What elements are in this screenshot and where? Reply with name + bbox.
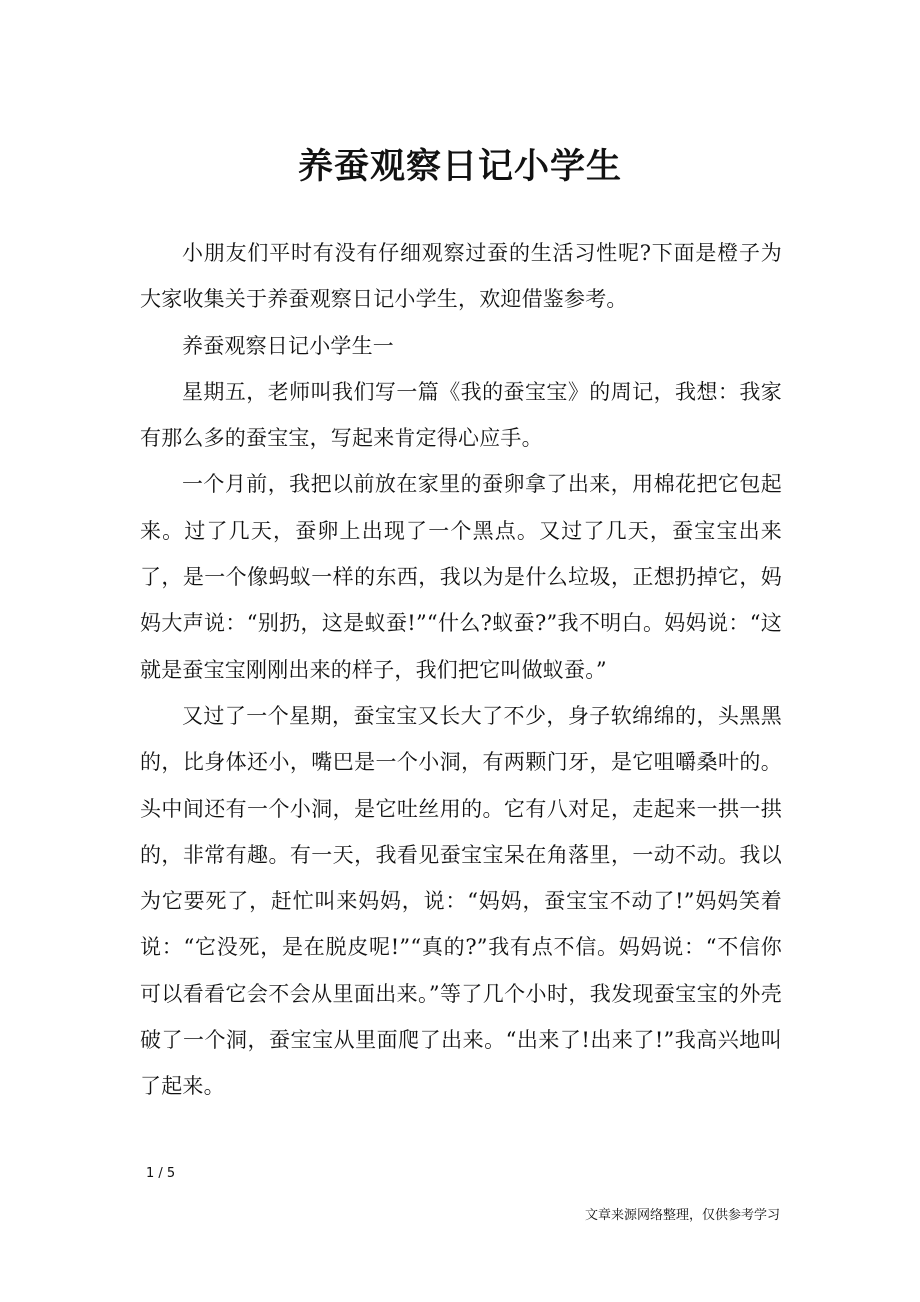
page-number: 1 / 5 (146, 1166, 176, 1181)
body-paragraph: 一个月前，我把以前放在家里的蚕卵拿了出来，用棉花把它包起来。过了几天，蚕卵上出现了一个黑点。又过了几天，蚕宝宝出来了，是一个像蚂蚁一样的东西，我以为是什么垃圾，正想扔掉它，妈妈大声说：“别扔，这是蚁蚕!”“什么?蚁蚕?”我不明白。妈妈说：“这就是蚕宝宝刚刚出来的样子，我们把它叫做蚁蚕。” (140, 472, 782, 682)
body-paragraph: 星期五，老师叫我们写一篇《我的蚕宝宝》的周记，我想：我家有那么多的蚕宝宝，写起来肯定得心应手。 (140, 379, 782, 451)
document-title: 养蚕观察日记小学生 (297, 146, 622, 187)
intro-paragraph: 小朋友们平时有没有仔细观察过蚕的生活习性呢?下面是橙子为大家收集关于养蚕观察日记小学生，欢迎借鉴参考。 (140, 241, 782, 312)
document-body (140, 230, 782, 1110)
section-heading: 养蚕观察日记小学生一 (182, 333, 394, 358)
footer-note: 文章来源网络整理，仅供参考学习 (584, 1208, 780, 1223)
body-paragraph: 又过了一个星期，蚕宝宝又长大了不少，身子软绵绵的，头黑黑的，比身体还小，嘴巴是一个小洞，有两颗门牙，是它咀嚼桑叶的。头中间还有一个小洞，是它吐丝用的。它有八对足，走起来一拱一拱的，非常有趣。有一天，我看见蚕宝宝呆在角落里，一动不动。我以为它要死了，赶忙叫来妈妈，说：“妈妈，蚕宝宝不动了!”妈妈笑着说：“它没死，是在脱皮呢!”“真的?”我有点不信。妈妈说：“不信你可以看看它会不会从里面出来。”等了几个小时，我发现蚕宝宝的外壳破了一个洞，蚕宝宝从里面爬了出来。“出来了!出来了!”我高兴地叫了起来。 (140, 703, 782, 1099)
